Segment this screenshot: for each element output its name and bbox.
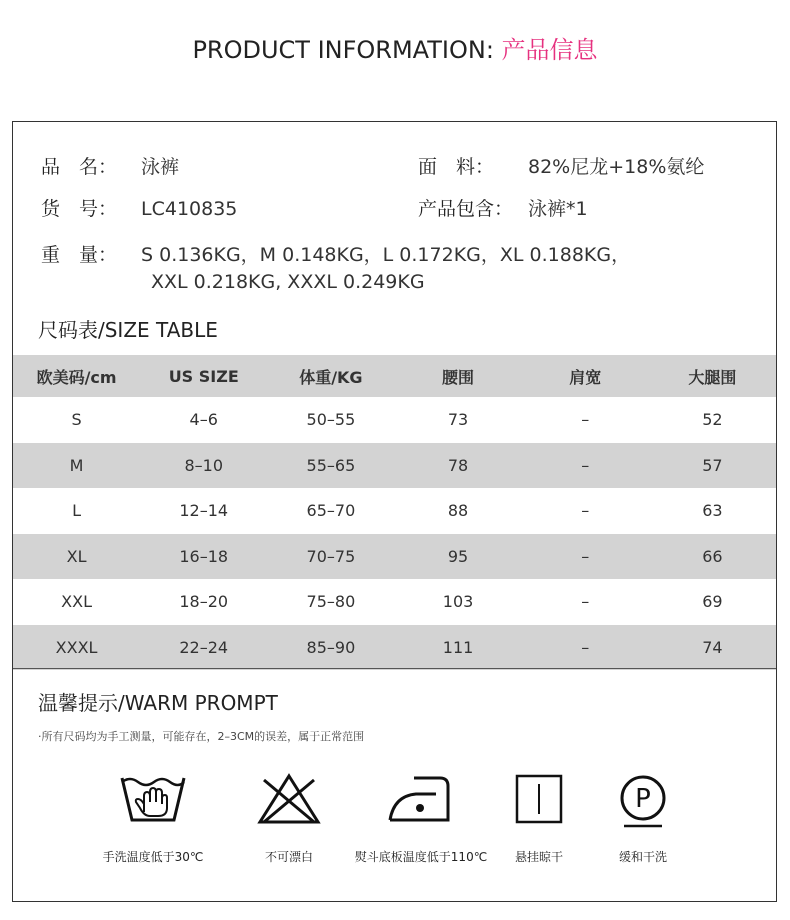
table-cell: 73 [447,410,469,430]
table-row [13,443,776,489]
product-info-panel [12,121,777,902]
info-name-label: 品 名： [41,156,118,178]
table-row [13,579,776,625]
info-weight-label: 重 量： [41,244,118,266]
table-cell: XXXL [55,637,98,657]
info-fabric-value: 82%尼龙+18%氨纶 [528,156,705,178]
table-cell: 50–55 [306,410,356,430]
table-cell: 63 [702,501,723,521]
care-label-hand-wash: 手洗温度低于30℃ [102,850,204,864]
table-cell: XL [66,546,87,566]
table-cell: 66 [702,546,723,566]
size-table-title: 尺码表/SIZE TABLE [38,318,218,342]
svg-text:P: P [635,784,651,814]
info-package-label: 产品包含： [418,198,514,220]
table-cell: XXL [61,592,92,612]
info-item-no-value: LC410835 [141,198,238,220]
care-label-iron: 熨斗底板温度低于110℃ [354,850,488,864]
col-thigh: 大腿围 [688,367,737,387]
table-cell: 95 [447,546,469,566]
care-item-hand-wash [93,772,213,865]
size-table-header-row [13,355,776,397]
info-fabric-label: 面 料： [418,156,495,178]
table-cell: 12–14 [179,501,229,521]
header-title-cn: 产品信息 [501,36,598,64]
table-cell: 75–80 [306,592,356,612]
info-weight-line2: XXL 0.218KG, XXXL 0.249KG [151,271,425,293]
table-cell: 103 [442,592,474,612]
table-cell: 22–24 [179,637,229,657]
table-row [13,534,776,580]
line-dry-icon [513,772,565,826]
table-bottom-rule [13,668,776,669]
info-weight-row [41,240,630,267]
table-cell: 78 [447,455,469,475]
table-cell: 111 [442,637,474,657]
table-cell: 18–20 [179,592,229,612]
table-cell: – [581,637,590,657]
table-cell: 57 [702,455,723,475]
care-label-no-bleach: 不可漂白 [264,850,313,864]
table-row [13,397,776,443]
info-weight-row-2 [151,271,425,293]
col-weight: 体重/KG [299,367,363,387]
table-cell: 65–70 [306,501,356,521]
info-fabric-row [418,152,704,179]
table-cell: 8–10 [184,455,223,475]
table-row [13,625,776,671]
table-cell: M [69,455,84,475]
table-cell: 70–75 [306,546,356,566]
info-name-value: 泳裤 [141,156,180,178]
care-item-line-dry [479,772,599,865]
table-cell: 55–65 [306,455,356,475]
info-item-no-row [41,194,237,221]
table-cell: 16–18 [179,546,229,566]
header-title-en: PRODUCT INFORMATION: [192,36,494,64]
size-table [13,355,776,670]
table-cell: – [581,501,590,521]
table-cell: 52 [702,410,723,430]
care-label-line-dry: 悬挂晾干 [514,850,563,864]
table-row [13,488,776,534]
iron-low-icon [386,772,456,826]
warm-prompt-title: 温馨提示/WARM PROMPT [38,691,278,715]
info-name-row [41,152,179,179]
care-label-dry-clean: 缓和干洗 [618,850,667,864]
care-item-no-bleach [229,772,349,865]
care-item-iron [351,772,491,865]
table-cell: 74 [702,637,723,657]
info-weight-line1: S 0.136KG，M 0.148KG，L 0.172KG，XL 0.188KG， [141,244,631,266]
info-package-row [418,194,588,221]
col-waist: 腰围 [442,367,475,387]
measurement-note: ·所有尺码均为手工测量，可能存在，2–3CM的误差，属于正常范围 [38,730,365,743]
hand-wash-icon [118,772,188,826]
info-item-no-label: 货 号： [41,198,118,220]
col-shoulder: 肩宽 [569,367,602,387]
table-cell: 88 [447,501,469,521]
info-package-value: 泳裤*1 [528,198,588,220]
table-cell: – [581,455,590,475]
col-us-size: US SIZE [168,366,239,386]
table-cell: 85–90 [306,637,356,657]
no-bleach-icon [256,772,322,826]
table-cell: 4–6 [189,410,218,430]
table-cell: – [581,410,590,430]
col-eu-size: 欧美码/cm [36,367,117,387]
table-cell: S [71,410,82,430]
table-cell: – [581,592,590,612]
table-cell: L [72,501,82,521]
table-cell: – [581,546,590,566]
dry-clean-p-icon [613,772,673,832]
table-cell: 69 [702,592,723,612]
care-item-dry-clean [583,772,703,865]
page-header [0,30,790,65]
